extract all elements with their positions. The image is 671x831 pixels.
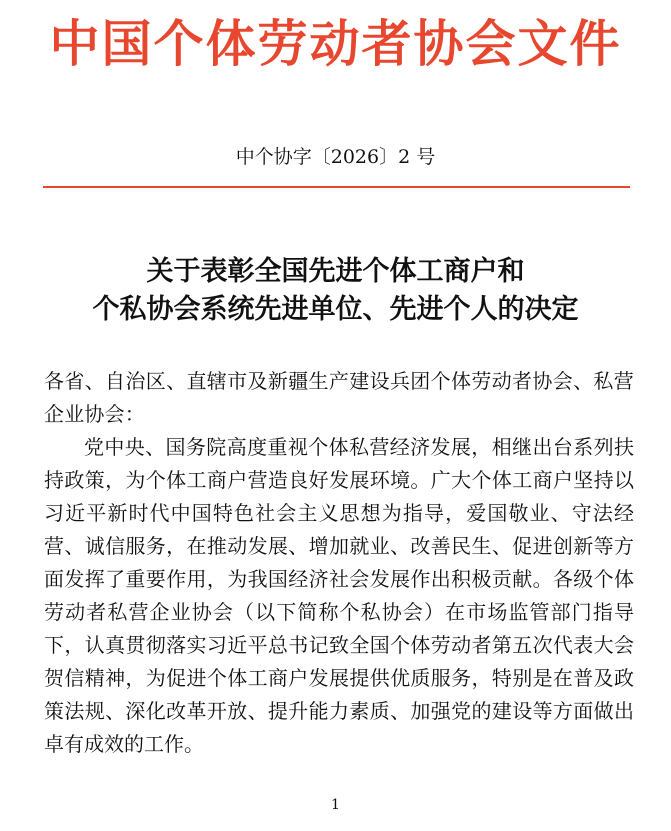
- masthead-title: 中国个体劳动者协会文件: [49, 15, 622, 73]
- page-number: 1: [331, 797, 340, 813]
- document-number: 中个协字〔2026〕2 号: [235, 146, 436, 168]
- document-body: [44, 365, 634, 761]
- salutation: 各省、自治区、直辖市及新疆生产建设兵团个体劳动者协会、私营企业协会：: [44, 369, 634, 426]
- document-title-line-2: 个私协会系统先进单位、先进个人的决定: [92, 294, 579, 325]
- document-title-line-1: 关于表彰全国先进个体工商户和: [146, 256, 525, 287]
- body-paragraph: 党中央、国务院高度重视个体私营经济发展，相继出台系列扶持政策，为个体工商户营造良好发展环境。广大个体工商户坚持以习近平新时代中国特色社会主义思想为指导，爱国敬业、守法经营、诚信服务，在推动发展、增加就业、改善民生、促进创新等方面发挥了重要作用，为我国经济社会发展作出积极贡献。各级个体劳动者私营企业协会（以下简称个私协会）在市场监管部门指导下，认真贯彻落实习近平总书记致全国个体劳动者第五次代表大会贺信精神，为促进个体工商户发展提供优质服务，特别是在普及政策法规、深化改革开放、提升能力素质、加强党的建设等方面做出卓有成效的工作。: [44, 435, 634, 756]
- red-separator-line: [43, 186, 630, 188]
